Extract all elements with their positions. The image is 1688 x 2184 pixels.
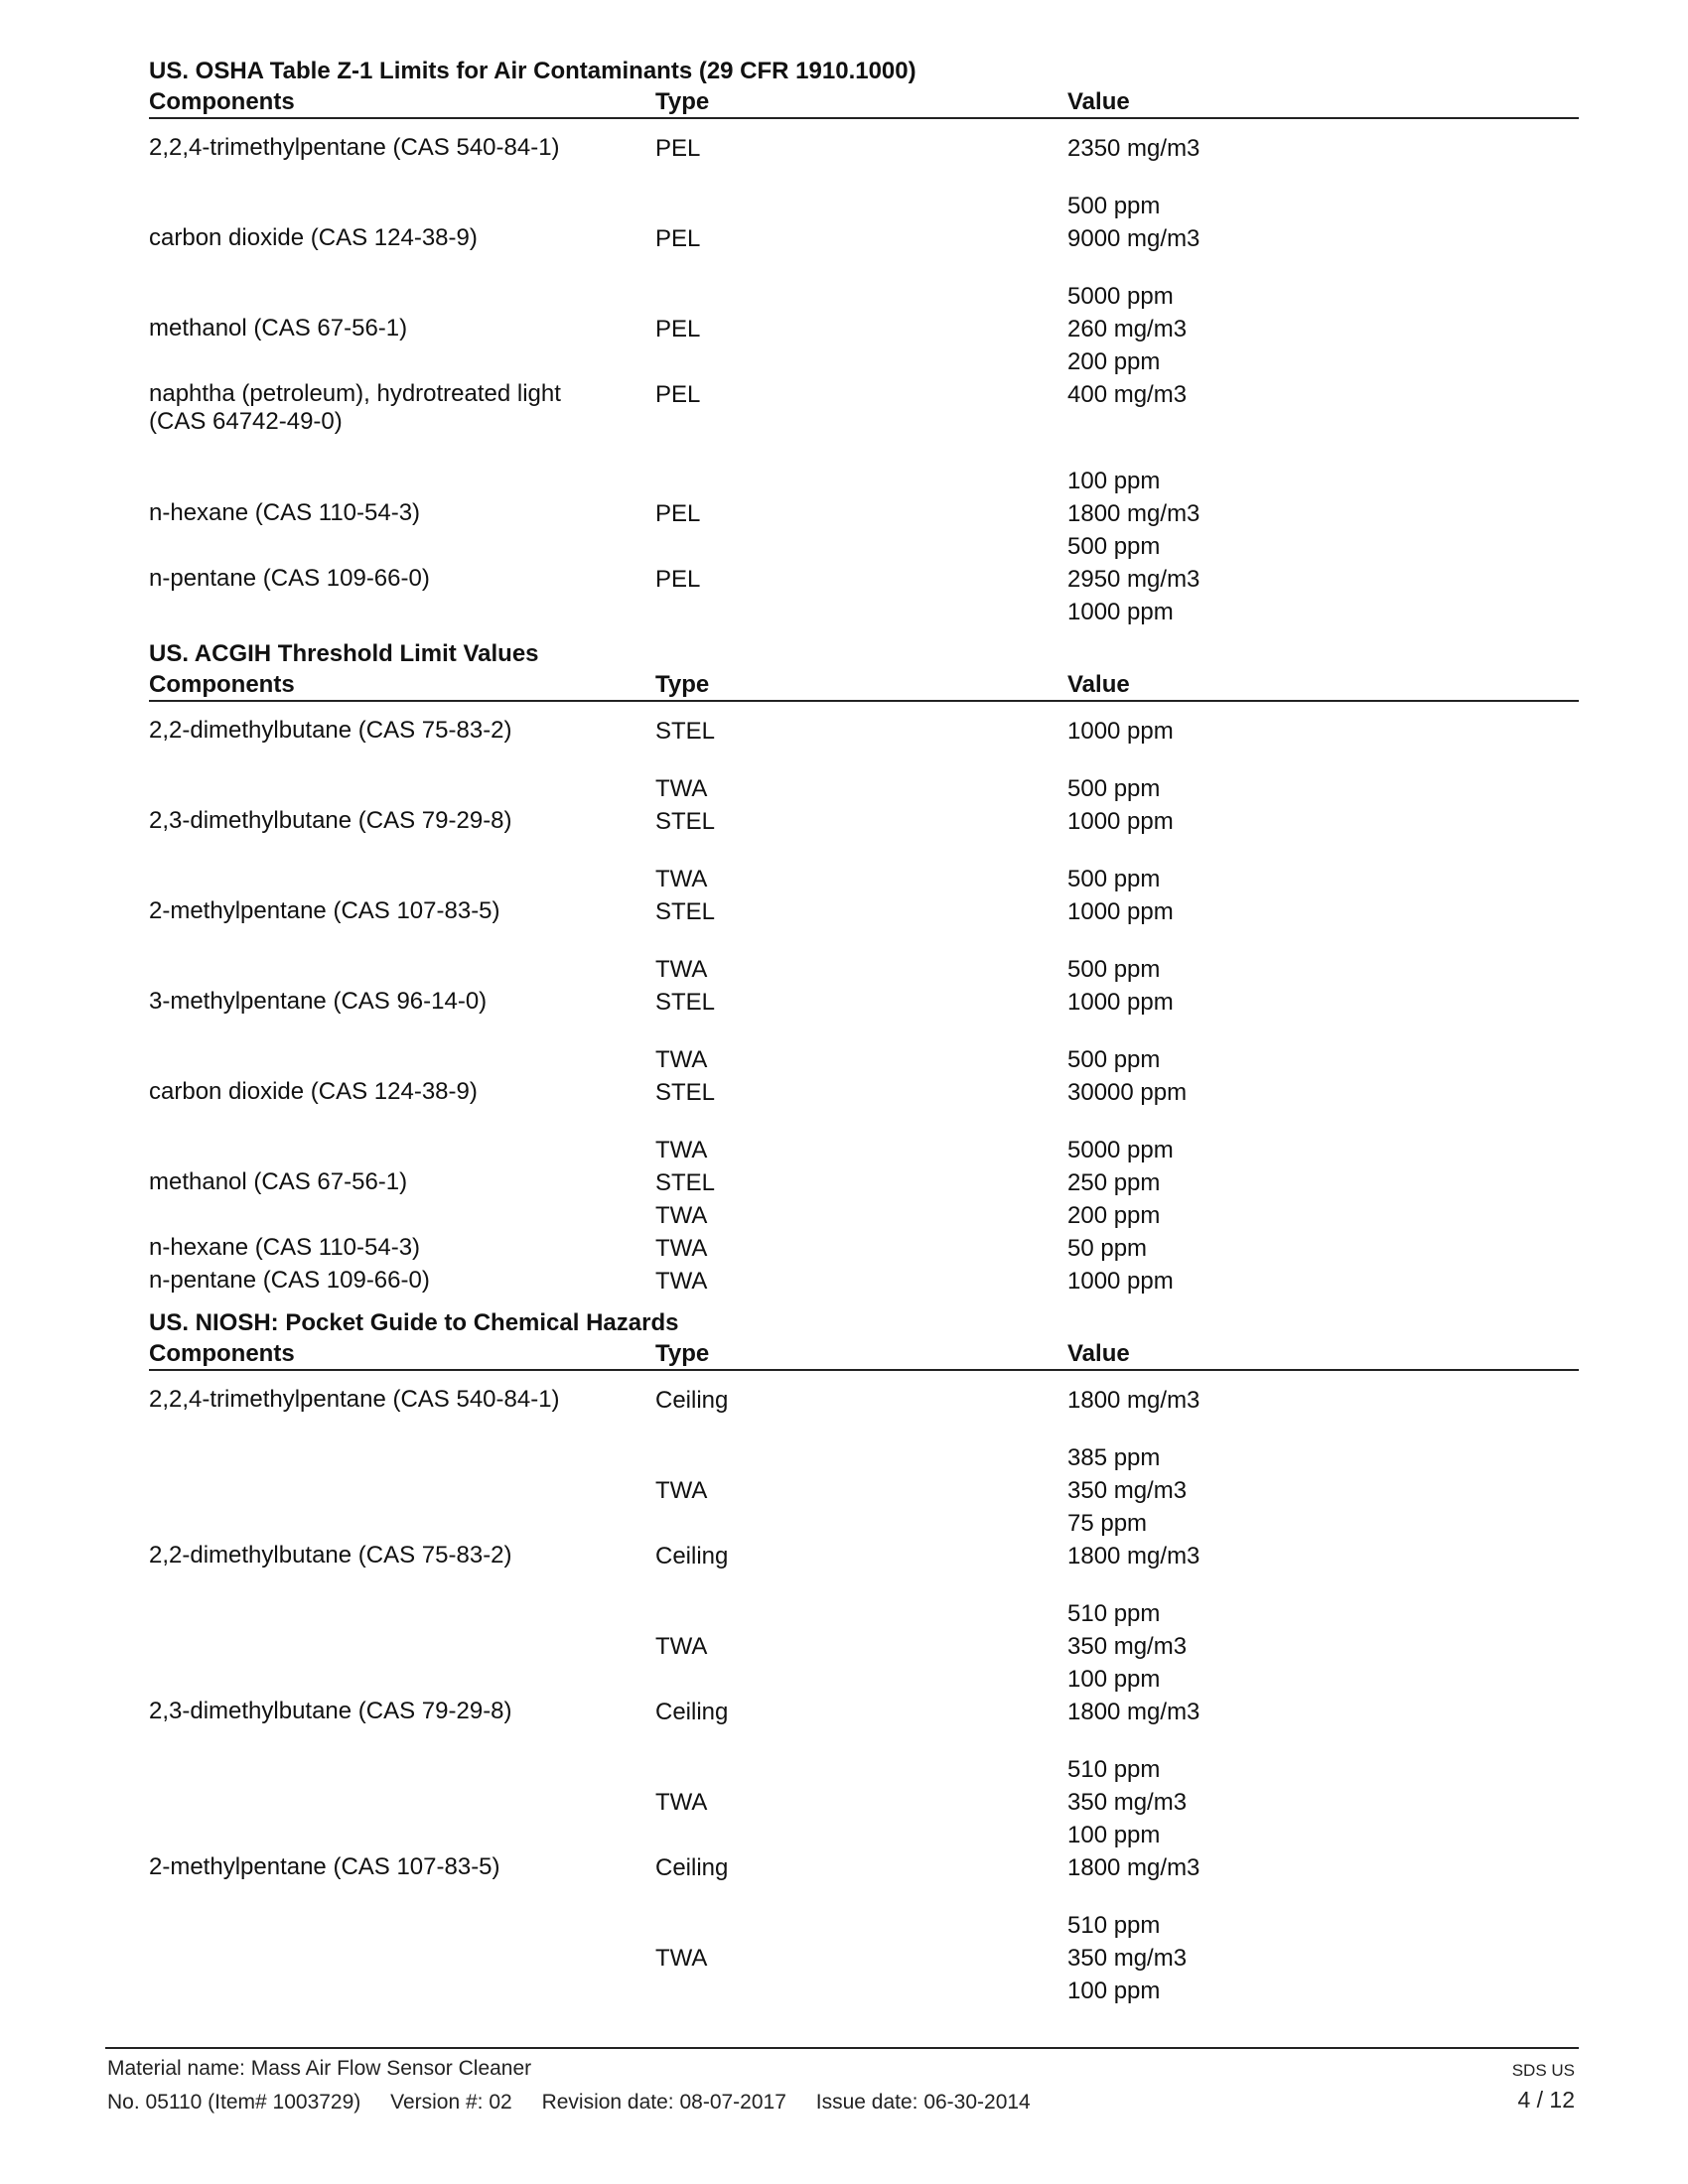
component-cell: n-pentane (CAS 109-66-0) (149, 565, 430, 592)
table-row (149, 132, 1579, 165)
table-row (149, 465, 1579, 497)
table-row (149, 1909, 1579, 1942)
table-row (149, 1384, 1579, 1417)
component-cell: 2-methylpentane (CAS 107-83-5) (149, 897, 500, 924)
document-body (149, 56, 1579, 2017)
value-cell: 500 ppm (1067, 533, 1161, 560)
value-cell: 400 mg/m3 (1067, 381, 1188, 408)
component-cell: n-pentane (CAS 109-66-0) (149, 1267, 430, 1294)
component-cell: carbon dioxide (CAS 124-38-9) (149, 224, 478, 251)
value-cell: 100 ppm (1067, 1666, 1161, 1693)
material-name: Material name: Mass Air Flow Sensor Cleaner (107, 2057, 532, 2080)
page-number: 4 / 12 (1517, 2087, 1575, 2113)
component-cell: methanol (CAS 67-56-1) (149, 315, 408, 341)
value-cell: 5000 ppm (1067, 1137, 1174, 1163)
type-cell: PEL (655, 135, 701, 162)
version-number: Version #: 02 (390, 2091, 512, 2114)
table-row (149, 497, 1579, 530)
value-cell: 5000 ppm (1067, 283, 1174, 310)
component-cell: 2-methylpentane (CAS 107-83-5) (149, 1853, 500, 1880)
table-header (149, 86, 1579, 119)
value-cell: 1800 mg/m3 (1067, 1543, 1200, 1570)
value-cell: 510 ppm (1067, 1756, 1161, 1783)
table-row (149, 1942, 1579, 1975)
table-row (149, 953, 1579, 986)
value-cell: 1000 ppm (1067, 989, 1174, 1016)
value-cell: 500 ppm (1067, 775, 1161, 802)
type-cell: STEL (655, 718, 716, 745)
value-cell: 510 ppm (1067, 1600, 1161, 1627)
type-cell: TWA (655, 1945, 708, 1972)
type-cell: TWA (655, 1046, 708, 1073)
value-cell: 9000 mg/m3 (1067, 225, 1200, 252)
type-cell: TWA (655, 1477, 708, 1504)
value-cell: 350 mg/m3 (1067, 1633, 1188, 1660)
type-cell: PEL (655, 566, 701, 593)
table-row (149, 1232, 1579, 1265)
type-cell: Ceiling (655, 1854, 729, 1881)
value-cell: 200 ppm (1067, 1202, 1161, 1229)
table-header (149, 1338, 1579, 1371)
value-cell: 500 ppm (1067, 1046, 1161, 1073)
value-cell: 2950 mg/m3 (1067, 566, 1200, 593)
value-cell: 30000 ppm (1067, 1079, 1188, 1106)
section-title: US. OSHA Table Z-1 Limits for Air Contaminants (29 CFR 1910.1000) (149, 58, 916, 84)
type-cell: Ceiling (655, 1699, 729, 1725)
value-cell: 385 ppm (1067, 1444, 1161, 1471)
header-components: Components (149, 88, 295, 115)
type-cell: TWA (655, 866, 708, 892)
value-cell: 350 mg/m3 (1067, 1945, 1188, 1972)
table-row (149, 1597, 1579, 1630)
table-row (149, 1474, 1579, 1507)
table-row (149, 1540, 1579, 1572)
table-row (149, 1076, 1579, 1109)
component-cell: methanol (CAS 67-56-1) (149, 1168, 408, 1195)
table-header (149, 669, 1579, 702)
component-cell: n-hexane (CAS 110-54-3) (149, 1234, 421, 1261)
issue-date: Issue date: 06-30-2014 (815, 2091, 1031, 2114)
header-components: Components (149, 671, 295, 698)
value-cell: 350 mg/m3 (1067, 1477, 1188, 1504)
table-row (149, 1265, 1579, 1297)
type-cell: STEL (655, 898, 716, 925)
type-cell: Ceiling (655, 1543, 729, 1570)
value-cell: 1000 ppm (1067, 808, 1174, 835)
value-cell: 500 ppm (1067, 956, 1161, 983)
component-cell: 2,2,4-trimethylpentane (CAS 540-84-1) (149, 134, 560, 161)
table-row (149, 1753, 1579, 1786)
header-type: Type (655, 671, 710, 698)
value-cell: 500 ppm (1067, 193, 1161, 219)
table-row (149, 1630, 1579, 1663)
table-row (149, 530, 1579, 563)
value-cell: 1800 mg/m3 (1067, 1699, 1200, 1725)
component-cell: n-hexane (CAS 110-54-3) (149, 499, 421, 526)
type-cell: PEL (655, 500, 701, 527)
type-cell: TWA (655, 775, 708, 802)
table-row (149, 1696, 1579, 1728)
value-cell: 1800 mg/m3 (1067, 1387, 1200, 1414)
type-cell: TWA (655, 1268, 708, 1295)
table-row (149, 313, 1579, 345)
component-cell: 3-methylpentane (CAS 96-14-0) (149, 988, 488, 1015)
component-cell: carbon dioxide (CAS 124-38-9) (149, 1078, 478, 1105)
type-cell: PEL (655, 316, 701, 342)
table-row (149, 986, 1579, 1019)
value-cell: 1800 mg/m3 (1067, 1854, 1200, 1881)
value-cell: 1000 ppm (1067, 599, 1174, 625)
table-row (149, 1819, 1579, 1851)
table-row (149, 1507, 1579, 1540)
component-cell: naphtha (petroleum), hydrotreated light (CAS 64742-49-0) (149, 380, 561, 435)
type-cell: STEL (655, 989, 716, 1016)
value-cell: 100 ppm (1067, 468, 1161, 494)
table-row (149, 1441, 1579, 1474)
type-cell: PEL (655, 381, 701, 408)
table-row (149, 1851, 1579, 1884)
table-row (149, 1975, 1579, 2007)
type-cell: STEL (655, 1169, 716, 1196)
table-row (149, 772, 1579, 805)
table-row (149, 596, 1579, 628)
type-cell: TWA (655, 1633, 708, 1660)
type-cell: Ceiling (655, 1387, 729, 1414)
table-row (149, 1199, 1579, 1232)
value-cell: 200 ppm (1067, 348, 1161, 375)
value-cell: 510 ppm (1067, 1912, 1161, 1939)
osha-section (149, 56, 1579, 628)
table-row (149, 1166, 1579, 1199)
document-info (107, 2091, 1055, 2115)
table-row (149, 1134, 1579, 1166)
value-cell: 260 mg/m3 (1067, 316, 1188, 342)
table-row (149, 563, 1579, 596)
niosh-section (149, 1307, 1579, 2007)
sds-label: SDS US (1511, 2061, 1575, 2080)
table-row (149, 805, 1579, 838)
value-cell: 100 ppm (1067, 1978, 1161, 2004)
type-cell: TWA (655, 1235, 708, 1262)
value-cell: 50 ppm (1067, 1235, 1148, 1262)
type-cell: TWA (655, 1789, 708, 1816)
type-cell: PEL (655, 225, 701, 252)
value-cell: 1800 mg/m3 (1067, 500, 1200, 527)
table-row (149, 345, 1579, 378)
type-cell: TWA (655, 1202, 708, 1229)
document-number: No. 05110 (Item# 1003729) (107, 2091, 361, 2114)
value-cell: 250 ppm (1067, 1169, 1161, 1196)
value-cell: 100 ppm (1067, 1822, 1161, 1848)
value-cell: 1000 ppm (1067, 718, 1174, 745)
header-value: Value (1067, 671, 1130, 698)
component-cell: 2,2,4-trimethylpentane (CAS 540-84-1) (149, 1386, 560, 1413)
section-title: US. ACGIH Threshold Limit Values (149, 640, 539, 667)
revision-date: Revision date: 08-07-2017 (541, 2091, 786, 2114)
table-row (149, 863, 1579, 895)
component-cell: 2,3-dimethylbutane (CAS 79-29-8) (149, 807, 512, 834)
component-cell: 2,2-dimethylbutane (CAS 75-83-2) (149, 1542, 512, 1569)
value-cell: 500 ppm (1067, 866, 1161, 892)
page-footer (105, 2047, 1579, 2114)
value-cell: 1000 ppm (1067, 898, 1174, 925)
type-cell: STEL (655, 808, 716, 835)
value-cell: 75 ppm (1067, 1510, 1148, 1537)
table-row (149, 895, 1579, 928)
type-cell: STEL (655, 1079, 716, 1106)
type-cell: TWA (655, 956, 708, 983)
table-row (149, 190, 1579, 222)
component-cell: 2,2-dimethylbutane (CAS 75-83-2) (149, 717, 512, 744)
table-row (149, 280, 1579, 313)
section-title: US. NIOSH: Pocket Guide to Chemical Hazards (149, 1309, 679, 1336)
table-row (149, 1043, 1579, 1076)
acgih-section (149, 638, 1579, 1297)
table-row (149, 1663, 1579, 1696)
header-type: Type (655, 88, 710, 115)
header-components: Components (149, 1340, 295, 1367)
value-cell: 2350 mg/m3 (1067, 135, 1200, 162)
value-cell: 1000 ppm (1067, 1268, 1174, 1295)
table-row (149, 1786, 1579, 1819)
table-row (149, 715, 1579, 748)
table-row (149, 222, 1579, 255)
value-cell: 350 mg/m3 (1067, 1789, 1188, 1816)
header-type: Type (655, 1340, 710, 1367)
header-value: Value (1067, 88, 1130, 115)
header-value: Value (1067, 1340, 1130, 1367)
table-row (149, 378, 1579, 435)
type-cell: TWA (655, 1137, 708, 1163)
component-cell: 2,3-dimethylbutane (CAS 79-29-8) (149, 1698, 512, 1724)
